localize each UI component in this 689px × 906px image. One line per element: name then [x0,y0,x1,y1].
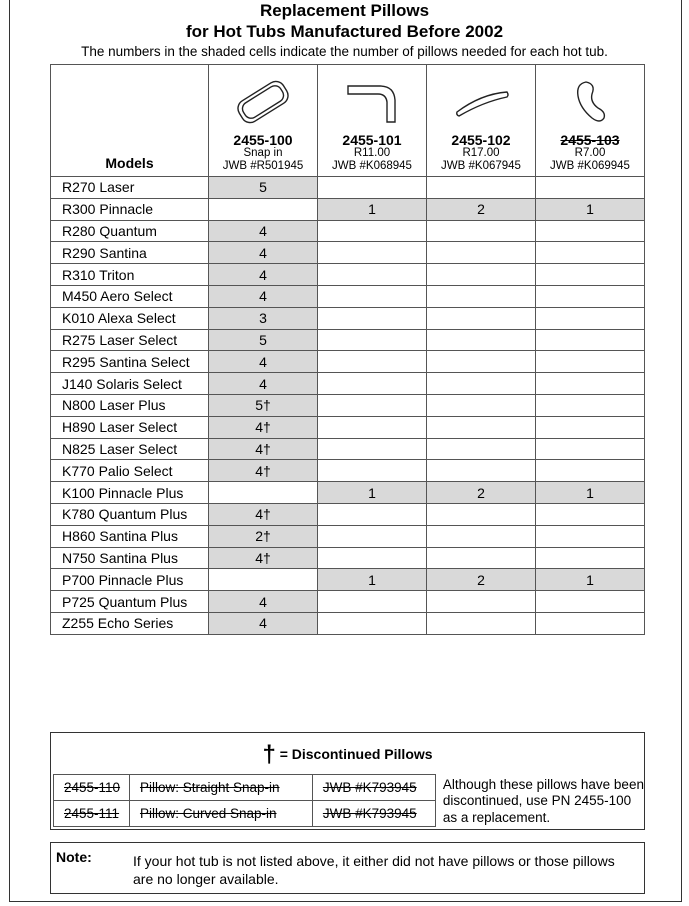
pillow-count-cell: 4† [209,416,318,438]
table-row [51,177,645,199]
pillow-count-cell [536,264,645,286]
pillow-count-cell [536,503,645,525]
pillow-count-cell: 4† [209,438,318,460]
table-row [51,373,645,395]
pillow-count-cell: 4 [209,220,318,242]
pillow-count-cell [427,373,536,395]
model-name: R270 Laser [51,177,209,199]
pillow-count-cell: 5 [209,177,318,199]
pillow-count-cell [318,525,427,547]
table-row [51,242,645,264]
pillow-count-cell [318,329,427,351]
model-name: R275 Laser Select [51,329,209,351]
pillow-count-cell [536,329,645,351]
note-label: Note: [56,849,92,865]
pillow-count-cell: 5† [209,394,318,416]
pillow-count-cell [427,351,536,373]
table-row [51,612,645,634]
pillow-count-cell [427,329,536,351]
page-title-line2: for Hot Tubs Manufactured Before 2002 [185,22,504,41]
table-row [51,460,645,482]
pillow-count-cell [427,242,536,264]
pillow-count-cell [536,591,645,613]
pillow-count-cell [536,177,645,199]
pillow-count-cell [427,525,536,547]
table-row [51,438,645,460]
pillow-count-cell: 4 [209,264,318,286]
model-name: K770 Palio Select [51,460,209,482]
pillow-subtext: R11.00 [353,147,391,159]
model-name: K100 Pinnacle Plus [51,482,209,504]
discontinued-note: Although these pillows have been discontinued, use PN 2455-100 as a replacement. [442,776,644,825]
pillow-count-cell [209,198,318,220]
pillow-count-cell: 4 [209,285,318,307]
pillow-count-cell [427,220,536,242]
model-name: R280 Quantum [51,220,209,242]
pillow-jwb: JWB #R501945 [222,160,304,172]
pillow-count-cell: 4† [209,503,318,525]
pillow-count-cell: 1 [536,198,645,220]
pillow-count-cell: 4 [209,242,318,264]
pillow-count-cell: 4† [209,460,318,482]
table-row [51,285,645,307]
table-row [51,264,645,286]
pillow-count-cell: 2 [427,482,536,504]
models-header: Models [51,65,209,177]
pillow-count-cell: 4 [209,612,318,634]
pillow-part-number: 2455-103 [560,132,620,148]
pillow-subtext: R7.00 [574,147,606,159]
pillow-count-cell [209,569,318,591]
pillow-count-cell [536,416,645,438]
model-name: K780 Quantum Plus [51,503,209,525]
pillow-count-cell [318,438,427,460]
pillow-part-number: 2455-102 [451,132,511,148]
pillow-count-cell [427,547,536,569]
page-subtitle: The numbers in the shaded cells indicate the number of pillows needed for each hot tub. [81,44,608,59]
table-row [54,775,645,801]
pillow-count-cell [536,438,645,460]
pillow-count-cell: 1 [318,569,427,591]
pillow-count-cell [427,416,536,438]
pillow-count-cell [318,394,427,416]
pillow-count-cell [318,285,427,307]
pillow-jwb: JWB #K067945 [441,160,521,172]
pillow-table [50,64,645,635]
discontinued-jwb: JWB #K793945 [312,801,435,827]
pillow-count-cell [318,373,427,395]
pillow-count-cell [318,612,427,634]
pillow-count-cell: 4 [209,373,318,395]
pillow-count-cell [536,351,645,373]
note-box [50,842,645,894]
pillow-count-cell [318,460,427,482]
pillow-count-cell: 2 [427,198,536,220]
table-row [51,591,645,613]
model-name: M450 Aero Select [51,285,209,307]
pillow-count-cell [318,220,427,242]
model-name: J140 Solaris Select [51,373,209,395]
pillow-count-cell: 5 [209,329,318,351]
curved-hook-pillow-icon [340,78,404,126]
model-name: H890 Laser Select [51,416,209,438]
model-name: K010 Alexa Select [51,307,209,329]
pillow-count-cell [427,307,536,329]
pillow-count-cell [318,264,427,286]
pillow-count-cell: 3 [209,307,318,329]
pillow-count-cell [427,285,536,307]
crescent-pillow-icon [449,78,513,126]
kidney-pillow-icon [558,78,622,126]
table-row [51,503,645,525]
pillow-count-cell [536,373,645,395]
dagger-symbol: † [262,741,276,768]
pillow-count-cell [536,612,645,634]
model-name: R295 Santina Select [51,351,209,373]
model-name: N800 Laser Plus [51,394,209,416]
pillow-col-2 [318,65,427,177]
discontinued-jwb: JWB #K793945 [312,775,435,801]
pillow-subtext: Snap in [243,147,283,159]
pillow-count-cell [536,242,645,264]
pillow-count-cell [427,177,536,199]
table-row [51,569,645,591]
model-name: P725 Quantum Plus [51,591,209,613]
discontinued-title-text: = Discontinued Pillows [279,746,433,762]
pillow-count-cell [209,482,318,504]
table-header-row [51,65,645,177]
model-name: Z255 Echo Series [51,612,209,634]
model-name: N825 Laser Select [51,438,209,460]
pillow-count-cell: 1 [318,198,427,220]
discontinued-desc: Pillow: Straight Snap-in [129,775,312,801]
pillow-count-cell [318,177,427,199]
pillow-count-cell: 4† [209,547,318,569]
pillow-col-3 [427,65,536,177]
page-title: Replacement Pillows [259,1,430,20]
table-row [51,198,645,220]
pillow-col-1 [209,65,318,177]
discontinued-desc: Pillow: Curved Snap-in [129,801,312,827]
pillow-jwb: JWB #K069945 [550,160,630,172]
rounded-rectangle-pillow-icon [231,78,295,126]
pillow-count-cell: 1 [536,569,645,591]
pillow-count-cell [536,285,645,307]
table-row [51,547,645,569]
model-name: P700 Pinnacle Plus [51,569,209,591]
pillow-count-cell [318,416,427,438]
discontinued-pn: 2455-111 [54,801,130,827]
pillow-count-cell: 4 [209,351,318,373]
discontinued-pn: 2455-110 [54,775,130,801]
pillow-count-cell: 1 [318,482,427,504]
pillow-col-4 [536,65,645,177]
model-name: R300 Pinnacle [51,198,209,220]
pillow-count-cell [318,547,427,569]
pillow-subtext: R17.00 [462,147,500,159]
discontinued-box [50,732,645,830]
pillow-count-cell [536,307,645,329]
table-row [51,220,645,242]
model-name: H860 Santina Plus [51,525,209,547]
pillow-count-cell [536,525,645,547]
table-row [51,525,645,547]
table-row [51,482,645,504]
pillow-count-cell [427,460,536,482]
pillow-count-cell [318,351,427,373]
pillow-count-cell: 2 [427,569,536,591]
pillow-count-cell [536,460,645,482]
model-name: R310 Triton [51,264,209,286]
pillow-part-number: 2455-101 [342,132,402,148]
pillow-count-cell [536,220,645,242]
table-row [51,394,645,416]
pillow-count-cell [427,591,536,613]
discontinued-title [51,741,644,769]
pillow-count-cell [318,591,427,613]
pillow-count-cell [427,438,536,460]
note-text: If your hot tub is not listed above, it either did not have pillows or those pillows are no longer available. [133,853,615,887]
pillow-jwb: JWB #K068945 [332,160,412,172]
pillow-count-cell [427,394,536,416]
pillow-count-cell [318,242,427,264]
pillow-count-cell [427,612,536,634]
pillow-count-cell: 4 [209,591,318,613]
pillow-count-cell [427,264,536,286]
pillow-count-cell [318,503,427,525]
table-row [51,416,645,438]
pillow-count-cell: 2† [209,525,318,547]
pillow-count-cell: 1 [536,482,645,504]
pillow-part-number: 2455-100 [233,132,293,148]
table-row [51,307,645,329]
model-name: R290 Santina [51,242,209,264]
table-row [51,351,645,373]
model-name: N750 Santina Plus [51,547,209,569]
pillow-count-cell [318,307,427,329]
discontinued-table [53,774,644,827]
pillow-count-cell [536,547,645,569]
pillow-count-cell [427,503,536,525]
pillow-count-cell [536,394,645,416]
table-row [51,329,645,351]
